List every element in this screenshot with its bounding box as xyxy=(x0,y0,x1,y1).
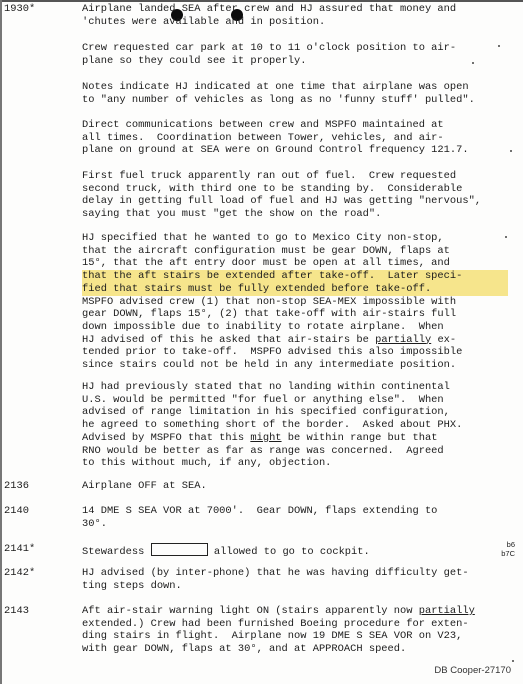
text-line: to this without much, if any, objection. xyxy=(82,457,332,470)
text-line: 30°. xyxy=(82,517,107,530)
text-line: ding stairs in flight. Airplane now 19 DME S SEA VOR on V23, xyxy=(82,630,463,643)
entry-time: 2142* xyxy=(4,567,36,579)
text-line: 14 DME S SEA VOR at 7000'. Gear DOWN, flaps extending to xyxy=(82,505,438,517)
text-line: First fuel truck apparently ran out of fuel. Crew requested xyxy=(82,170,457,182)
text-line: with gear DOWN, flaps at 30°, and at APPROACH speed. xyxy=(82,643,407,656)
entry-text xyxy=(82,505,508,530)
text-line: gear DOWN, flaps 15°, (2) that take-off with air-stairs full xyxy=(82,308,457,321)
scan-speck xyxy=(512,660,514,662)
highlighted-line: fied that stairs must be fully extended before take-off. xyxy=(82,283,508,296)
text-line: HJ advised (by inter-phone) that he was having difficulty get- xyxy=(82,567,469,579)
text-line: 'chutes were available and in position. xyxy=(82,15,326,28)
text-fragment: allowed to go to cockpit. xyxy=(213,546,370,558)
entry-text xyxy=(82,567,508,592)
entry-text xyxy=(82,81,508,106)
document-stamp: DB Cooper-27170 xyxy=(434,665,511,676)
entry-text xyxy=(82,381,508,470)
scan-speck xyxy=(472,62,474,64)
text-line: delay in getting full load of fuel and HJ was getting "nervous", xyxy=(82,195,482,208)
text-line: Aft air-stair warning light ON (stairs apparently now partially xyxy=(82,605,475,617)
entry-text xyxy=(82,480,508,493)
text-line: extended.) Crew had been furnished Boeing procedure for exten- xyxy=(82,617,469,630)
entry-time: 2143 xyxy=(4,605,29,617)
entry-text xyxy=(82,543,508,559)
text-line: Direct communications between crew and MSPFO maintained at xyxy=(82,119,444,131)
text-line: second truck, with third one to be standing by. Considerable xyxy=(82,182,463,195)
scan-speck xyxy=(510,150,512,152)
text-line: ting steps down. xyxy=(82,579,182,592)
underlined-word: partially xyxy=(375,333,432,346)
text-line: that the aircraft configuration must be gear DOWN, flaps at xyxy=(82,244,450,257)
scan-edge-top xyxy=(0,0,523,2)
underlined-word: partially xyxy=(418,605,475,617)
entry-time: 1930* xyxy=(4,3,36,15)
text-line: saying that you must "get the show on the road". xyxy=(82,208,382,221)
text-line: since stairs could not be held in any intermediate position. xyxy=(82,359,457,372)
underlined-word: might xyxy=(250,431,282,444)
text-line: Advised by MSPFO that this might be within range but that xyxy=(82,431,438,444)
text-line: down impossible due to inability to rotate airplane. When xyxy=(82,320,444,333)
redaction-code: b6 xyxy=(506,540,515,549)
text-line: Notes indicate HJ indicated at one time that airplane was open xyxy=(82,81,469,93)
text-line: HJ advised of this he asked that air-stairs be partially ex- xyxy=(82,333,457,346)
entry-time: 2141* xyxy=(4,543,36,555)
entry-time: 2140 xyxy=(4,505,29,517)
text-line: 15°, that the aft entry door must be open at all times, and xyxy=(82,257,450,270)
text-line: to "any number of vehicles as long as no 'funny stuff' pulled". xyxy=(82,93,475,106)
redaction-code: b7C xyxy=(501,549,515,558)
text-line: Airplane landed SEA after crew and HJ assured that money and xyxy=(82,3,457,15)
text-line: he agreed to something short of the border. Asked about PHX. xyxy=(82,419,463,432)
text-line: U.S. would be permitted "for fuel or anything else". When xyxy=(82,393,444,406)
highlighted-line: that the aft stairs be extended after take-off. Later speci- xyxy=(82,270,508,283)
scan-edge-left xyxy=(0,0,2,684)
entry-text xyxy=(82,232,508,372)
redaction-box xyxy=(151,543,208,556)
entry-text xyxy=(82,119,508,157)
text-line: plane on ground at SEA were on Ground Control frequency 121.7. xyxy=(82,144,469,157)
text-line: RNO would be better as far as range was concerned. Agreed xyxy=(82,444,444,457)
text-fragment: Stewardess xyxy=(82,546,145,558)
scan-speck xyxy=(498,45,500,47)
text-line: Airplane OFF at SEA. xyxy=(82,480,207,492)
text-line: tended prior to take-off. MSPFO advised this also impossible xyxy=(82,346,463,359)
entry-text xyxy=(82,3,508,28)
entry-text xyxy=(82,170,508,221)
text-line: advised of range limitation in his specified configuration, xyxy=(82,406,450,419)
text-line: plane so they could see it properly. xyxy=(82,54,307,67)
entry-time: 2136 xyxy=(4,480,29,492)
scan-speck xyxy=(505,236,507,238)
entry-text xyxy=(82,42,508,67)
text-line xyxy=(82,543,508,559)
text-line: HJ specified that he wanted to go to Mexico City non-stop, xyxy=(82,232,444,244)
entry-text xyxy=(82,605,508,656)
text-line: HJ had previously stated that no landing within continental xyxy=(82,381,450,393)
text-line: Crew requested car park at 10 to 11 o'clock position to air- xyxy=(82,42,457,54)
text-line: MSPFO advised crew (1) that non-stop SEA-MEX impossible with xyxy=(82,295,457,308)
text-line: all times. Coordination between Tower, vehicles, and air- xyxy=(82,131,444,144)
